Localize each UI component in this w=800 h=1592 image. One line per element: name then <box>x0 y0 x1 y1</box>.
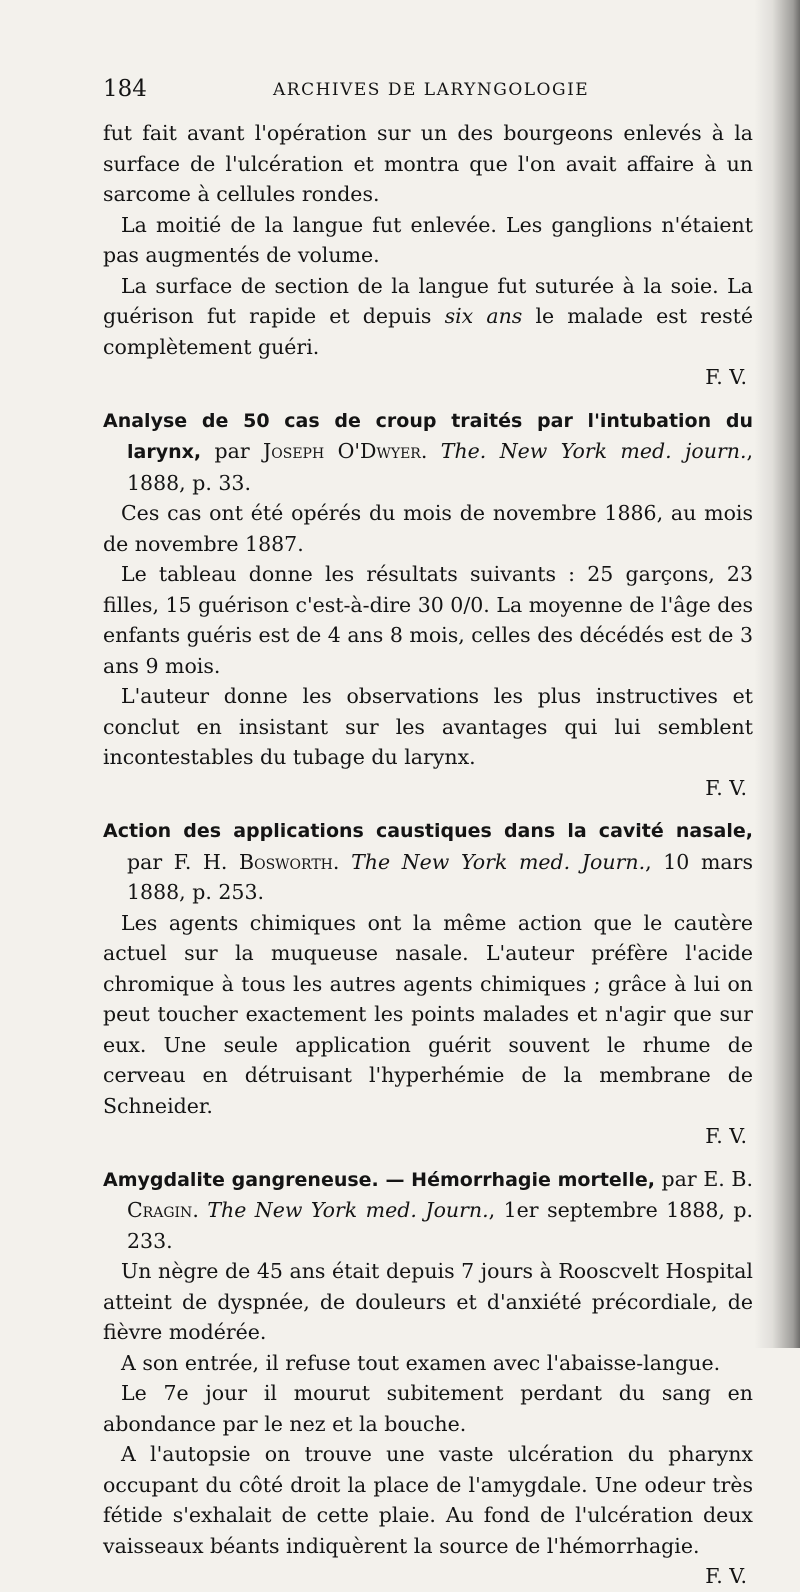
article2-journal: The New York med. Journ. <box>351 849 646 874</box>
article1-sep: . <box>420 439 441 463</box>
article2-citation: , 10 mars 1888, p. 253. <box>127 849 753 904</box>
article2-signature: F. V. <box>705 1124 747 1148</box>
article3-title <box>103 1164 753 1257</box>
article1-heading: Analyse de 50 cas de croup traités par l'intubation du larynx, <box>103 409 753 463</box>
article3-paragraph-4: A l'autopsie on trouve une vaste ulcération du pharynx occupant du côté droit la place de l'amygdale. Une odeur très fétide s'exhalait de cette plaie. Au fond de l'ulcération deux vaisseaux béants indiquèrent la source de l'hémorrhagie. <box>103 1442 753 1558</box>
article1-journal: The. New York med. journ. <box>440 439 747 463</box>
intro-paragraph-3-italic: six ans <box>444 304 523 328</box>
article1-citation: , 1888, p. 33. <box>127 439 753 495</box>
intro-paragraph-2: La moitié de la langue fut enlevée. Les ganglions n'étaient pas augmentés de volume. <box>103 212 753 267</box>
article3-sep: . <box>192 1198 208 1222</box>
article3-heading: Amygdalite gangreneuse. — Hémorrhagie mortelle, <box>103 1168 655 1191</box>
article2-author: F. H. Bosworth <box>173 849 333 874</box>
article3-journal: The New York med. Journ. <box>207 1198 489 1222</box>
article1-author: Joseph O'Dwyer <box>263 439 421 463</box>
article3-signature: F. V. <box>705 1564 747 1588</box>
article2-title <box>103 815 753 908</box>
article3-author: E. B. Cragin <box>127 1166 753 1222</box>
page-number: 184 <box>103 76 147 102</box>
article3-citation: , 1er septembre 1888, p. 233. <box>127 1198 753 1253</box>
article2-heading: Action des applications caustiques dans la cavité nasale, <box>103 820 753 842</box>
intro-paragraph-3-end: le malade est resté complètement guéri. <box>103 304 753 359</box>
article1-by: par <box>201 439 264 463</box>
intro-paragraph-3 <box>103 271 753 363</box>
article1-paragraph-1: Ces cas ont été opérés du mois de novembre 1886, au mois de novembre 1887. <box>103 501 753 556</box>
page-spine-shadow <box>754 0 800 1348</box>
article1-paragraph-3: L'auteur donne les observations les plus instructives et conclut en insistant sur les avantages qui lui semblent incontestables du tubage du larynx. <box>103 684 753 769</box>
intro-paragraph-1: fut fait avant l'opération sur un des bourgeons enlevés à la surface de l'ulcération et montra que l'on avait affaire à un sarcome à cellules rondes. <box>103 121 753 206</box>
text-block <box>103 72 753 1592</box>
article2-sep: . <box>332 849 352 874</box>
running-head <box>103 72 753 112</box>
article3-by: par <box>654 1166 704 1191</box>
running-title: ARCHIVES DE LARYNGOLOGIE <box>273 80 590 100</box>
article1-signature: F. V. <box>705 775 747 800</box>
article1-paragraph-2: Le tableau donne les résultats suivants : 25 garçons, 23 filles, 15 guérison c'est-à-dire 30 0/0. La moyenne de l'âge des enfants guéris est de 4 ans 8 mois, celles des décédés est de 3 ans 9 mois. <box>103 562 753 678</box>
article2-by: par <box>127 849 174 874</box>
intro-signature: F. V. <box>705 365 747 389</box>
article2-paragraph-1: Les agents chimiques ont la même action que le cautère actuel sur la muqueuse nasale. L'auteur préfère l'acide chromique à tous les autres agents chimiques ; grâce à lui on peut toucher exactement les points malades et n'agir que sur eux. Une seule application guérit souvent le rhume de cerveau en détruisant l'hyperhémie de la membrane de Schneider. <box>103 910 753 1118</box>
article3-paragraph-2: A son entrée, il refuse tout examen avec l'abaisse-langue. <box>121 1350 721 1375</box>
intro-paragraph-3-start: La surface de section de la langue fut suturée à la soie. La guérison fut rapide et depuis <box>103 273 753 328</box>
article3-paragraph-1: Un nègre de 45 ans était depuis 7 jours à Rooscvelt Hospital atteint de dyspnée, de douleurs et d'anxiété précordiale, de fièvre modérée. <box>103 1259 753 1344</box>
article3-paragraph-3: Le 7e jour il mourut subitement perdant du sang en abondance par le nez et la bouche. <box>103 1381 753 1436</box>
article1-title <box>103 405 753 499</box>
